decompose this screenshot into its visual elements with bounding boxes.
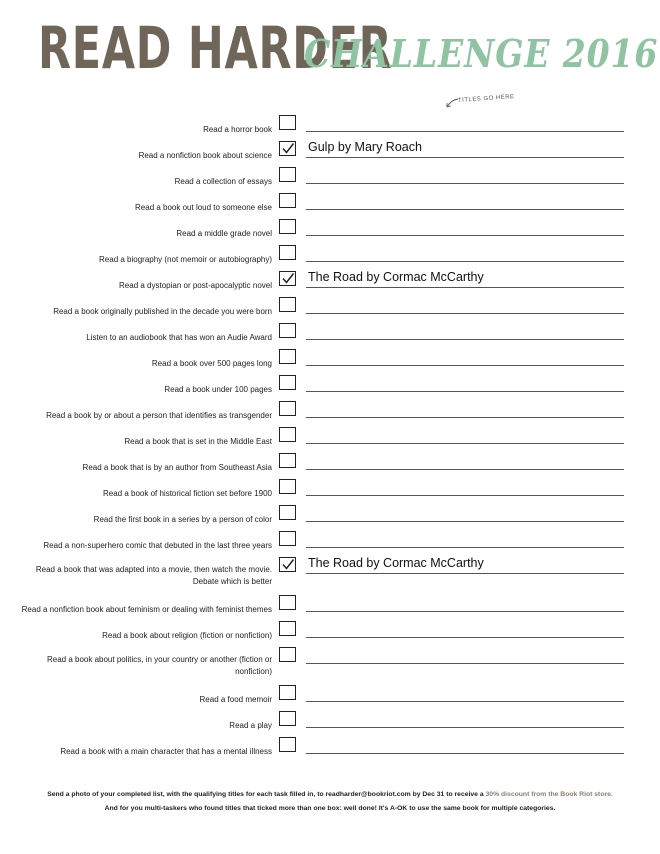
title-entry-line[interactable] <box>306 611 624 612</box>
task-checkbox[interactable] <box>279 219 296 234</box>
title-entry-line[interactable] <box>306 573 624 574</box>
task-checkbox[interactable] <box>279 427 296 442</box>
task-label: Read a book about religion (fiction or nonfiction) <box>102 631 272 640</box>
title-entry-line[interactable] <box>306 663 624 664</box>
title-entry-line[interactable] <box>306 495 624 496</box>
task-checkbox[interactable] <box>279 297 296 312</box>
task-checkbox[interactable] <box>279 711 296 726</box>
title-challenge-2016: CHALLENGE 2016 <box>304 31 659 76</box>
title-entry-line[interactable] <box>306 417 624 418</box>
task-checkbox[interactable] <box>279 621 296 636</box>
titles-go-here-hint: TITLES GO HERE <box>457 94 515 104</box>
title-entry-line[interactable] <box>306 339 624 340</box>
title-entry-line[interactable] <box>306 131 624 132</box>
title-read-harder: READ HARDER <box>38 14 393 82</box>
checkmark-icon <box>281 142 295 155</box>
title-entry-line[interactable] <box>306 753 624 754</box>
footer-line-2: And for you multi-taskers who found titles that ticked more than one box: well done! It's A-OK to use the same book for multiple categories. <box>104 805 556 812</box>
title-entry-line[interactable] <box>306 521 624 522</box>
header <box>0 0 660 110</box>
checkmark-icon <box>281 558 295 571</box>
task-checkbox[interactable] <box>279 115 296 130</box>
task-checkbox[interactable] <box>279 737 296 752</box>
task-label: Read a book that is by an author from Southeast Asia <box>82 463 272 472</box>
task-label: Read a food memoir <box>199 695 272 704</box>
book-title-entry[interactable]: The Road by Cormac McCarthy <box>308 270 484 284</box>
task-label: Read a nonfiction book about science <box>138 151 272 160</box>
title-entry-line[interactable] <box>306 261 624 262</box>
footer-discount-text: 30% discount from the Book Riot store. <box>485 791 613 798</box>
task-checkbox[interactable] <box>279 453 296 468</box>
title-entry-line[interactable] <box>306 391 624 392</box>
task-label: Read a book about politics, in your country or another (fiction or nonfiction) <box>46 655 272 676</box>
book-title-entry[interactable]: The Road by Cormac McCarthy <box>308 556 484 570</box>
task-checkbox[interactable] <box>279 479 296 494</box>
task-label: Read a book originally published in the decade you were born <box>53 307 272 316</box>
task-label: Read a book under 100 pages <box>164 385 272 394</box>
task-label: Read a biography (not memoir or autobiography) <box>99 255 272 264</box>
task-label: Read a book with a main character that has a mental illness <box>60 747 272 756</box>
task-checkbox[interactable] <box>279 375 296 390</box>
task-label: Read a book of historical fiction set before 1900 <box>103 489 272 498</box>
checkmark-icon <box>281 272 295 285</box>
footer-line-1 <box>0 791 660 798</box>
task-checkbox[interactable] <box>279 505 296 520</box>
title-entry-line[interactable] <box>306 727 624 728</box>
task-label: Listen to an audiobook that has won an Audie Award <box>86 333 272 342</box>
footer-text: Send a photo of your completed list, with the qualifying titles for each task filled in, to readharder@bookriot.com by Dec 31 to receive a <box>47 791 486 798</box>
task-label: Read a non-superhero comic that debuted in the last three years <box>43 541 272 550</box>
task-label: Read a nonfiction book about feminism or dealing with feminist themes <box>21 605 272 614</box>
title-entry-line[interactable] <box>306 547 624 548</box>
title-entry-line[interactable] <box>306 183 624 184</box>
task-label: Read a book out loud to someone else <box>135 203 272 212</box>
task-label: Read a book by or about a person that identifies as transgender <box>46 411 272 420</box>
task-checkbox[interactable] <box>279 349 296 364</box>
task-label: Read a middle grade novel <box>176 229 272 238</box>
title-entry-line[interactable] <box>306 443 624 444</box>
title-entry-line[interactable] <box>306 287 624 288</box>
task-label: Read a book that is set in the Middle East <box>124 437 272 446</box>
task-checkbox[interactable] <box>279 557 296 572</box>
title-entry-line[interactable] <box>306 469 624 470</box>
task-label: Read a horror book <box>203 125 272 134</box>
task-label: Read a book that was adapted into a movie, then watch the movie. Debate which is better <box>35 565 272 586</box>
task-checkbox[interactable] <box>279 271 296 286</box>
task-checkbox[interactable] <box>279 531 296 546</box>
task-checkbox[interactable] <box>279 595 296 610</box>
title-entry-line[interactable] <box>306 313 624 314</box>
title-entry-line[interactable] <box>306 365 624 366</box>
task-checkbox[interactable] <box>279 323 296 338</box>
task-label: Read a play <box>229 721 272 730</box>
task-checkbox[interactable] <box>279 141 296 156</box>
task-checkbox[interactable] <box>279 401 296 416</box>
task-label: Read the first book in a series by a person of color <box>93 515 272 524</box>
task-checkbox[interactable] <box>279 647 296 662</box>
title-entry-line[interactable] <box>306 235 624 236</box>
task-label: Read a collection of essays <box>174 177 272 186</box>
book-title-entry[interactable]: Gulp by Mary Roach <box>308 140 422 154</box>
task-checkbox[interactable] <box>279 245 296 260</box>
task-label: Read a dystopian or post-apocalyptic novel <box>119 281 272 290</box>
task-checkbox[interactable] <box>279 167 296 182</box>
title-entry-line[interactable] <box>306 209 624 210</box>
title-entry-line[interactable] <box>306 157 624 158</box>
title-entry-line[interactable] <box>306 701 624 702</box>
task-checkbox[interactable] <box>279 685 296 700</box>
task-checkbox[interactable] <box>279 193 296 208</box>
task-label: Read a book over 500 pages long <box>151 359 272 368</box>
title-entry-line[interactable] <box>306 637 624 638</box>
